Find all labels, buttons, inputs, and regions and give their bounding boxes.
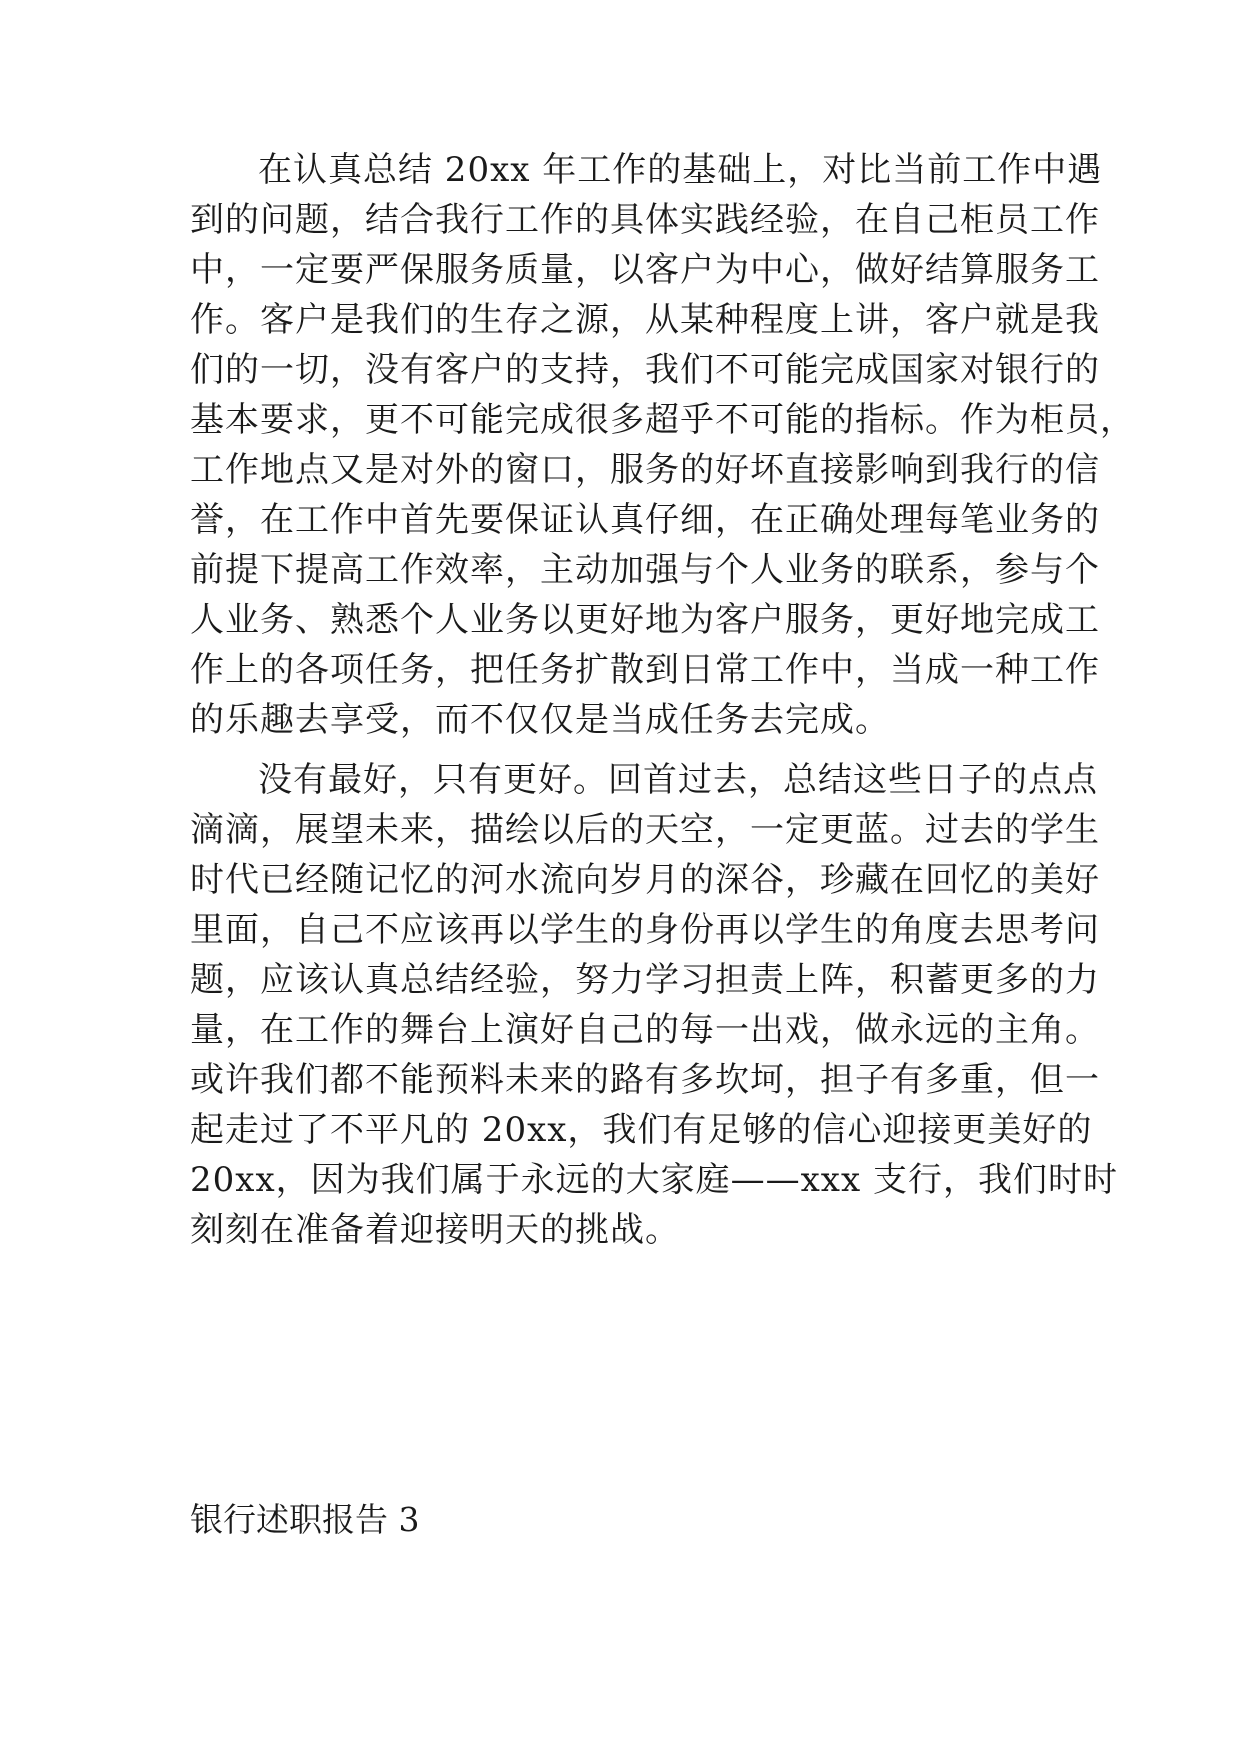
paragraph-line: 题，应该认真总结经验，努力学习担责上阵，积蓄更多的力 xyxy=(190,960,1100,1000)
paragraph-line: 量，在工作的舞台上演好自己的每一出戏，做永远的主角。 xyxy=(190,1010,1100,1050)
paragraph-line: 滴滴，展望未来，描绘以后的天空，一定更蓝。过去的学生 xyxy=(190,810,1100,850)
paragraph-line: 的乐趣去享受，而不仅仅是当成任务去完成。 xyxy=(190,700,890,740)
paragraph-line: 们的一切，没有客户的支持，我们不可能完成国家对银行的 xyxy=(190,350,1100,390)
paragraph-line: 到的问题，结合我行工作的具体实践经验，在自己柜员工作 xyxy=(190,200,1100,240)
paragraph-line: 或许我们都不能预料未来的路有多坎坷，担子有多重，但一 xyxy=(190,1060,1100,1100)
paragraph-line: 中，一定要严保服务质量，以客户为中心，做好结算服务工 xyxy=(190,250,1100,290)
paragraph-line: 作。客户是我们的生存之源，从某种程度上讲，客户就是我 xyxy=(190,300,1100,340)
paragraph-line: 工作地点又是对外的窗口，服务的好坏直接影响到我行的信 xyxy=(190,450,1100,490)
paragraph-line: 没有最好，只有更好。回首过去，总结这些日子的点点 xyxy=(258,760,1098,800)
paragraph-line: 基本要求，更不可能完成很多超乎不可能的指标。作为柜员， xyxy=(190,400,1135,440)
paragraph-line: 20xx，因为我们属于永远的大家庭——xxx 支行，我们时时 xyxy=(190,1160,1118,1200)
paragraph-line: 刻刻在准备着迎接明天的挑战。 xyxy=(190,1210,680,1250)
paragraph-line: 起走过了不平凡的 20xx，我们有足够的信心迎接更美好的 xyxy=(190,1110,1093,1150)
paragraph-line: 里面，自己不应该再以学生的身份再以学生的角度去思考问 xyxy=(190,910,1100,950)
section-heading: 银行述职报告 3 xyxy=(190,1500,420,1539)
paragraph-line: 作上的各项任务，把任务扩散到日常工作中，当成一种工作 xyxy=(190,650,1100,690)
paragraph-line: 人业务、熟悉个人业务以更好地为客户服务，更好地完成工 xyxy=(190,600,1100,640)
paragraph-line: 在认真总结 20xx 年工作的基础上，对比当前工作中遇 xyxy=(258,150,1103,190)
paragraph-line: 誉，在工作中首先要保证认真仔细，在正确处理每笔业务的 xyxy=(190,500,1100,540)
paragraph-line: 前提下提高工作效率，主动加强与个人业务的联系，参与个 xyxy=(190,550,1100,590)
paragraph-line: 时代已经随记忆的河水流向岁月的深谷，珍藏在回忆的美好 xyxy=(190,860,1100,900)
